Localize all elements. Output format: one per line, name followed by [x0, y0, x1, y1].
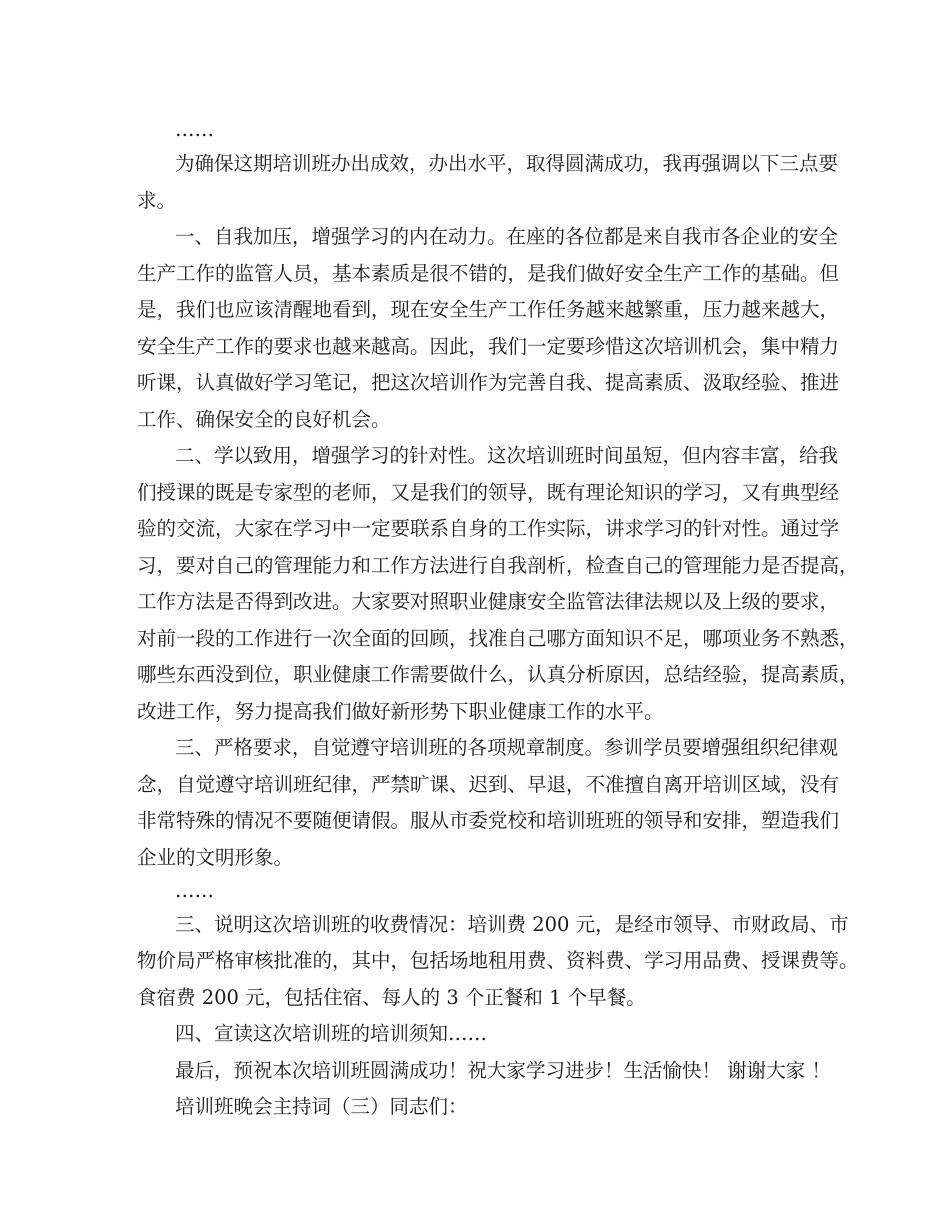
- point-two-line: 哪些东西没到位，职业健康工作需要做什么，认真分析原因，总结经验，提高素质，: [137, 663, 859, 686]
- point-two-line: 对前一段的工作进行一次全面的回顾，找准自己哪方面知识不足，哪项业务不熟悉，: [137, 627, 859, 650]
- point-one-line: 听课，认真做好学习笔记，把这次培训作为完善自我、提高素质、汲取经验、推进: [137, 371, 840, 394]
- fee-paragraph-line: 三、说明这次培训班的收费情况：培训费 200 元，是经市领导、市财政局、市: [175, 913, 849, 936]
- point-one-line: 安全生产工作的要求也越来越高。因此，我们一定要珍惜这次培训机会，集中精力: [137, 335, 840, 358]
- point-two-line: 习，要对自己的管理能力和工作方法进行自我剖析，检查自己的管理能力是否提高，: [137, 554, 859, 577]
- fee-paragraph-line: 物价局严格审核批准的，其中，包括场地租用费、资料费、学习用品费、授课费等。: [137, 949, 859, 972]
- intro-paragraph-line: 求。: [137, 189, 177, 212]
- point-one-line: 是，我们也应该清醒地看到，现在安全生产工作任务越来越繁重，压力越来越大，: [137, 298, 840, 321]
- point-two-line: 们授课的既是专家型的老师，又是我们的领导，既有理论知识的学习，又有典型经: [137, 481, 840, 504]
- point-three-line: 三、严格要求，自觉遵守培训班的各项规章制度。参训学员要增强组织纪律观: [175, 736, 839, 759]
- point-two-line: 验的交流，大家在学习中一定要联系自身的工作实际，讲求学习的针对性。通过学: [137, 517, 840, 540]
- intro-paragraph-line: 为确保这期培训班办出成效，办出水平，取得圆满成功，我再强调以下三点要: [175, 152, 839, 175]
- closing-line: 最后，预祝本次培训班圆满成功！祝大家学习进步！生活愉快！ 谢谢大家 ！: [175, 1059, 831, 1082]
- point-three-line: 念，自觉遵守培训班纪律，严禁旷课、迟到、早退，不准擅自离开培训区域，没有: [137, 773, 840, 796]
- ellipsis-line: ……: [175, 879, 214, 902]
- point-two-line: 工作方法是否得到改进。大家要对照职业健康安全监管法律法规以及上级的要求，: [137, 590, 840, 613]
- point-two-line: 二、学以致用，增强学习的针对性。这次培训班时间虽短，但内容丰富，给我: [175, 444, 839, 467]
- point-one-line: 生产工作的监管人员，基本素质是很不错的，是我们做好安全生产工作的基础。但: [137, 262, 840, 285]
- next-section-heading: 培训班晚会主持词（三）同志们：: [175, 1095, 468, 1118]
- point-three-line: 非常特殊的情况不要随便请假。服从市委党校和培训班班的领导和安排，塑造我们: [137, 809, 840, 832]
- point-three-line: 企业的文明形象。: [137, 846, 294, 869]
- fee-paragraph-line: 食宿费 200 元，包括住宿、每人的 3 个正餐和 1 个早餐。: [137, 986, 646, 1009]
- point-one-line: 一、自我加压，增强学习的内在动力。在座的各位都是来自我市各企业的安全: [175, 225, 839, 248]
- ellipsis-line: ……: [175, 118, 214, 141]
- point-one-line: 工作、确保安全的良好机会。: [137, 408, 391, 431]
- notice-line: 四、宣读这次培训班的培训须知……: [175, 1022, 488, 1045]
- point-two-line: 改进工作，努力提高我们做好新形势下职业健康工作的水平。: [137, 700, 664, 723]
